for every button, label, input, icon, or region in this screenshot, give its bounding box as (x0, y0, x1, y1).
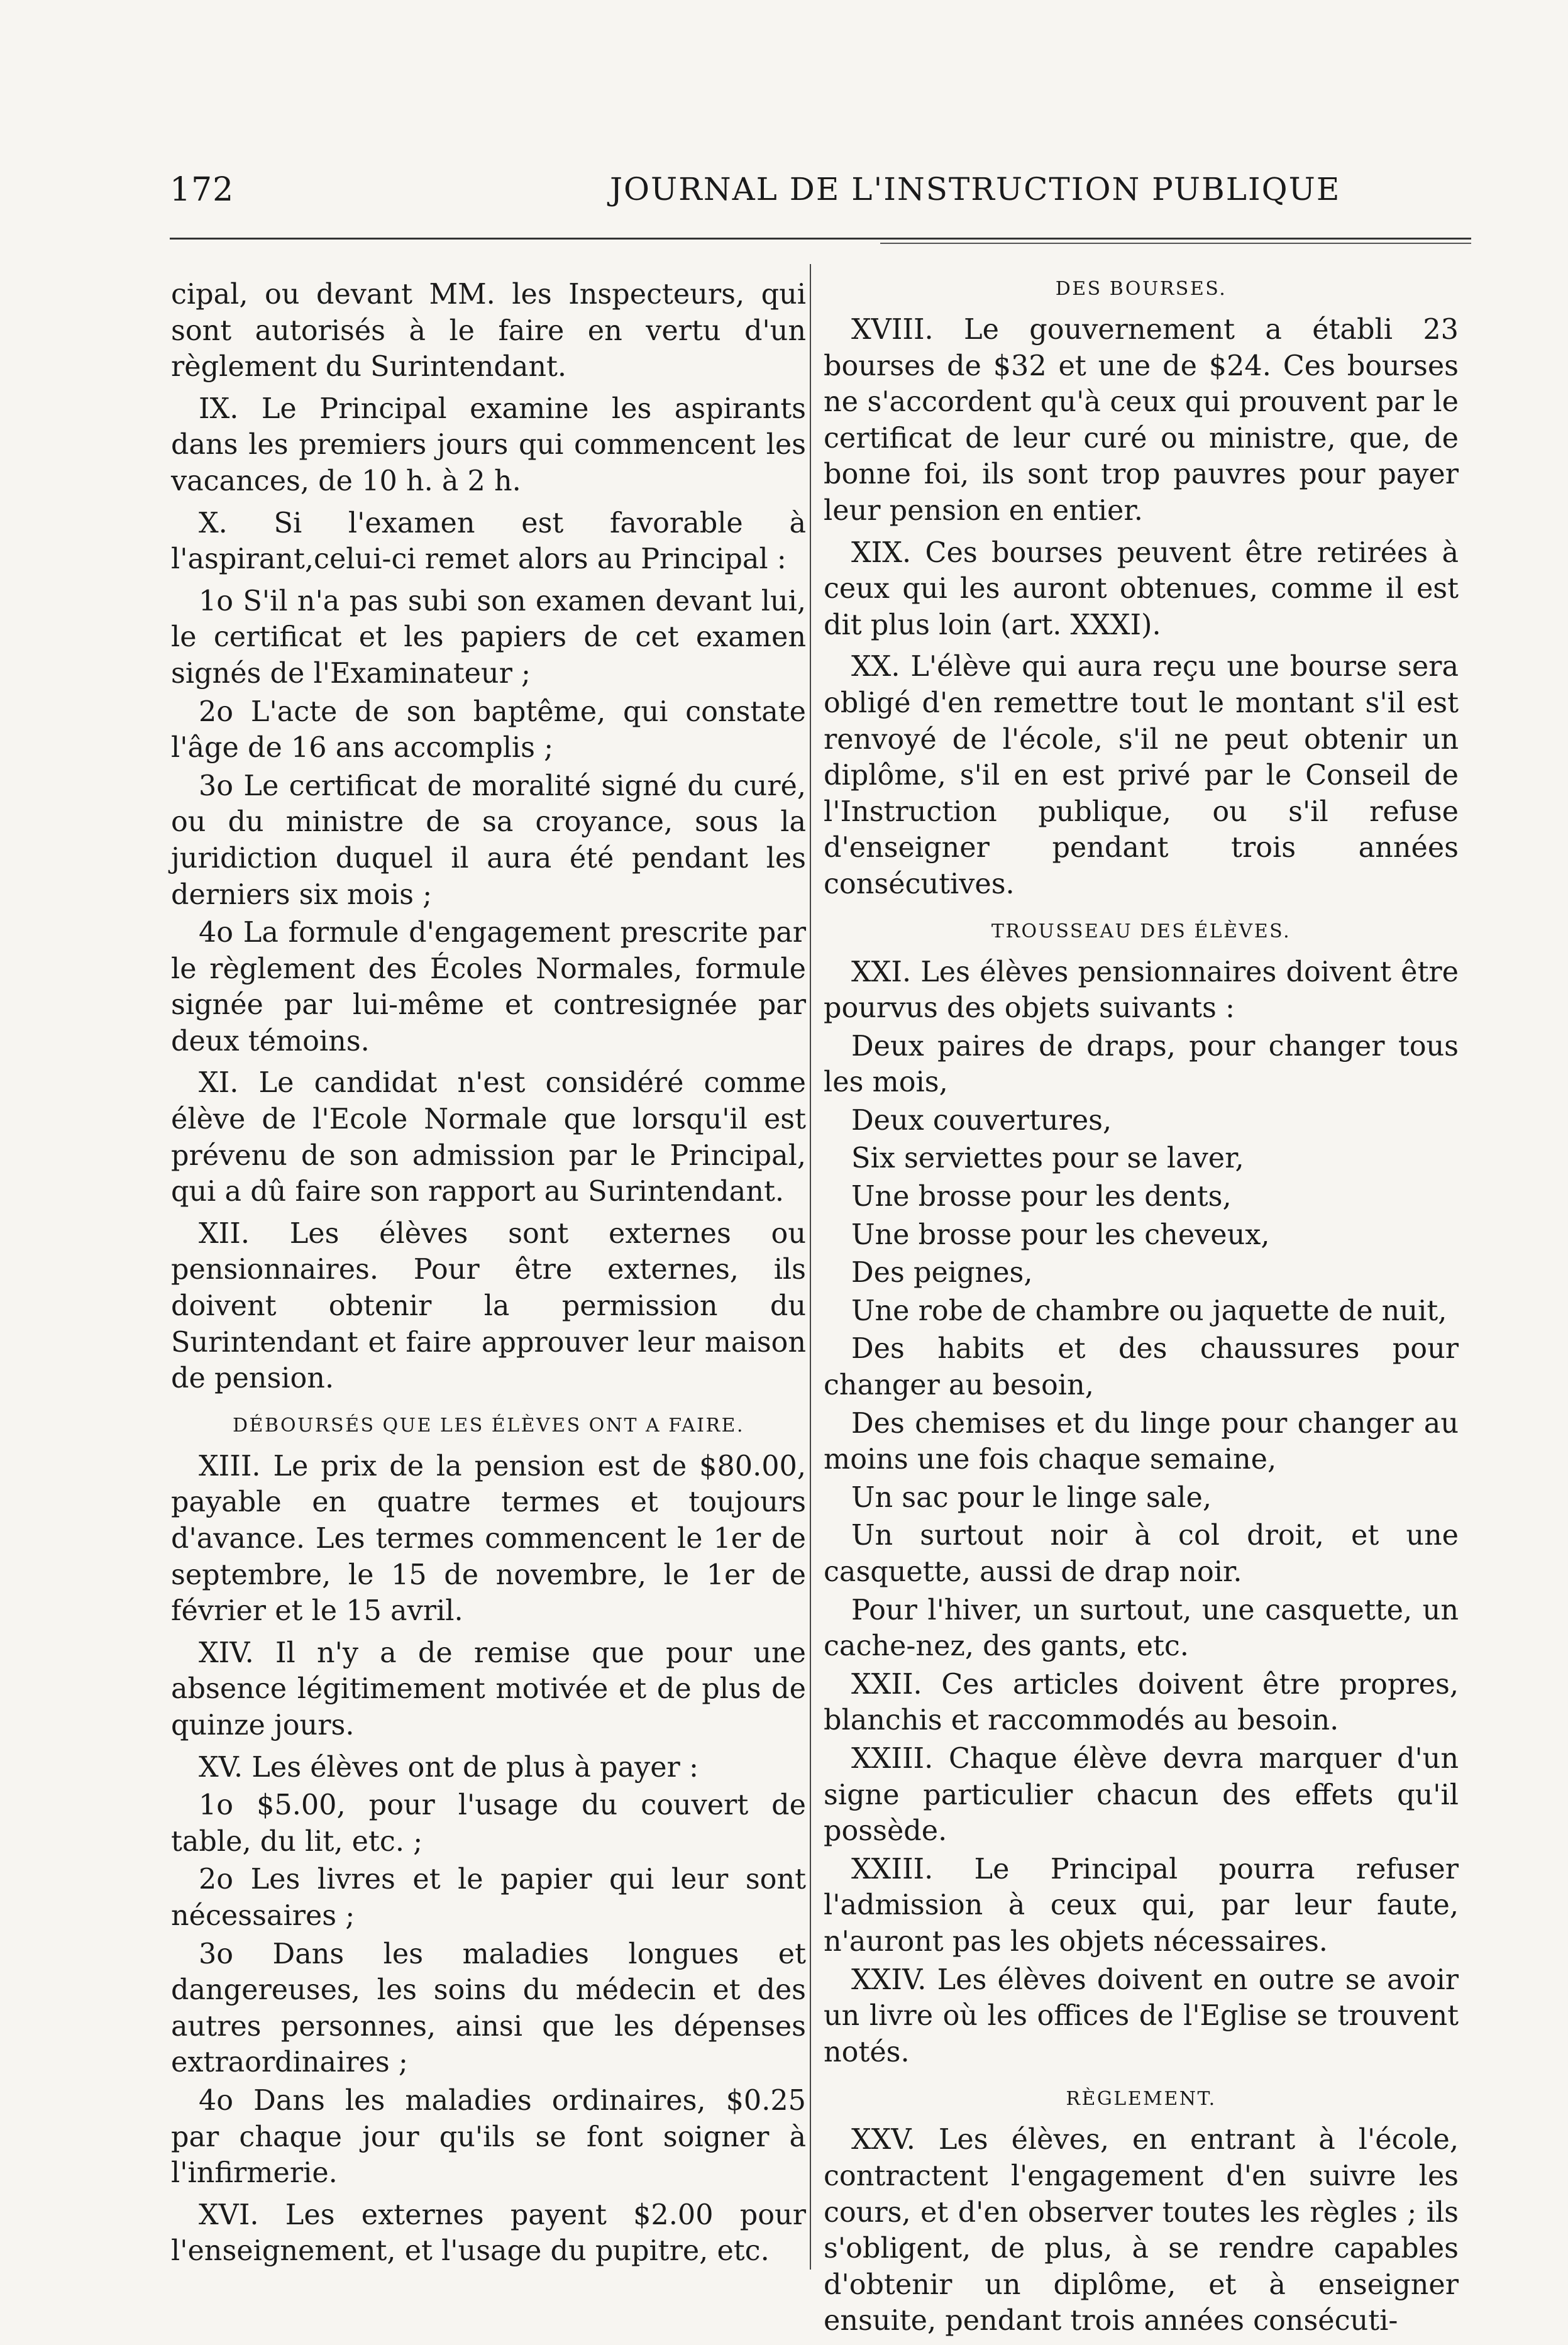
list-item: Un sac pour le linge sale, (851, 1481, 1212, 1514)
paragraph-xiv: XIV. Il n'y a de remise que pour une absence légitimement motivée et de plus de quinze jours. (171, 1636, 806, 1741)
paragraph-xiii: XIII. Le prix de la pension est de $80.00, payable en quatre termes et toujours d'avance. Les termes commencent le 1er de septembre, le 15 de novembre, le 1er de février et le 15 avril. (171, 1450, 806, 1628)
paragraph-xxv: XXV. Les élèves, en entrant à l'école, contractent l'engagement d'en suivre les cours, et d'en observer toutes les règles ; ils s'obligent, de plus, à se rendre capables d'obtenir un diplôme, et à enseigner ensuite, pendant trois années consécuti- (824, 2124, 1459, 2337)
paragraph-xxi: XXI. Les élèves pensionnaires doivent être pourvus des objets suivants : (824, 956, 1459, 1025)
paragraph-xx: XX. L'élève qui aura reçu une bourse sera obligé d'en remettre tout le montant s'il est renvoyé de l'école, s'il ne peut obtenir un diplôme, s'il en est privé par le Conseil de l'Instruction publique, ou s'il refuse d'enseigner pendant trois années consécutives. (824, 651, 1459, 900)
paragraph-ix: IX. Le Principal examine les aspirants dans les premiers jours qui commencent les vacances, de 10 h. à 2 h. (171, 392, 806, 497)
list-item: 1o S'il n'a pas subi son examen devant lui, le certificat et les papiers de cet examen signés de l'Examinateur ; (171, 585, 806, 690)
list-item: 4o La formule d'engagement prescrite par le règlement des Écoles Normales, formule signée par lui-même et contresignée par deux témoins. (171, 917, 806, 1057)
list-item: 3o Dans les maladies longues et dangereuses, les soins du médecin et des autres personnes, ainsi que les dépenses extraordinaires ; (171, 1938, 806, 2079)
column-divider (810, 264, 811, 2270)
list-item: Deux couvertures, (851, 1104, 1112, 1137)
list-item: 3o Le certificat de moralité signé du curé, ou du ministre de sa croyance, sous la juridiction duquel il aura été pendant les derniers six mois ; (171, 770, 806, 911)
list-item: 2o L'acte de son baptême, qui constate l'âge de 16 ans accomplis ; (171, 695, 806, 764)
list-item: Des chemises et du linge pour changer au moins une fois chaque semaine, (824, 1407, 1459, 1476)
paragraph-xix: XIX. Ces bourses peuvent être retirées à ceux qui les auront obtenues, comme il est dit plus loin (art. XXXI). (824, 536, 1459, 641)
paragraph: cipal, ou devant MM. les Inspecteurs, qui sont autorisés à le faire en vertu d'un règlement du Surintendant. (171, 279, 806, 383)
header-rule (170, 238, 1471, 240)
left-column (171, 277, 806, 2275)
section-title-bourses: DES BOURSES. (1055, 278, 1227, 300)
header-rule-secondary (880, 243, 1471, 244)
list-item: Six serviettes pour se laver, (851, 1142, 1244, 1175)
list-item: Des peignes, (851, 1257, 1033, 1289)
list-item: 1o $5.00, pour l'usage du couvert de table, du lit, etc. ; (171, 1789, 806, 1858)
paragraph-xxiii-b: XXIII. Le Principal pourra refuser l'admission à ceux qui, par leur faute, n'auront pas les objets nécessaires. (824, 1853, 1459, 1958)
paragraph-xv: XV. Les élèves ont de plus à payer : (199, 1751, 698, 1784)
right-column (824, 277, 1459, 2345)
page-number: 172 (170, 171, 235, 209)
list-item: Une brosse pour les dents, (851, 1181, 1232, 1213)
list-item: Un surtout noir à col droit, et une casquette, aussi de drap noir. (824, 1520, 1459, 1588)
section-title-trousseau: TROUSSEAU DES ÉLÈVES. (991, 920, 1291, 942)
paragraph-xxiii: XXIII. Chaque élève devra marquer d'un signe particulier chacun des effets qu'il possède. (824, 1742, 1459, 1848)
paragraph-xi: XI. Le candidat n'est considéré comme élève de l'Ecole Normale que lorsqu'il est prévenu de son admission par le Principal, qui a dû faire son rapport au Surintendant. (171, 1067, 806, 1208)
page-header (170, 171, 1471, 215)
running-title: JOURNAL DE L'INSTRUCTION PUBLIQUE (610, 171, 1341, 207)
list-item: Deux paires de draps, pour changer tous les mois, (824, 1030, 1459, 1099)
paragraph-xii: XII. Les élèves sont externes ou pensionnaires. Pour être externes, ils doivent obtenir la permission du Surintendant et faire approuver leur maison de pension. (171, 1217, 806, 1395)
list-item: Des habits et des chaussures pour changer au besoin, (824, 1333, 1459, 1402)
list-item: 2o Les livres et le papier qui leur sont nécessaires ; (171, 1863, 806, 1932)
section-title-debourses: DÉBOURSÉS QUE LES ÉLÈVES ONT A FAIRE. (233, 1414, 744, 1437)
list-item: Une brosse pour les cheveux, (851, 1218, 1270, 1251)
list-item: 4o Dans les maladies ordinaires, $0.25 par chaque jour qu'ils se font soigner à l'infirmerie. (171, 2084, 806, 2190)
list-item: Pour l'hiver, un surtout, une casquette, un cache-nez, des gants, etc. (824, 1594, 1459, 1663)
paragraph-x: X. Si l'examen est favorable à l'aspirant,celui-ci remet alors au Principal : (171, 507, 806, 576)
paragraph-xxii: XXII. Ces articles doivent être propres, blanchis et raccommodés au besoin. (824, 1668, 1459, 1737)
section-title-reglement: RÈGLEMENT. (1066, 2088, 1217, 2110)
paragraph-xxiv: XXIV. Les élèves doivent en outre se avoir un livre où les offices de l'Eglise se trouvent notés. (824, 1963, 1459, 2068)
paragraph-xvi: XVI. Les externes payent $2.00 pour l'enseignement, et l'usage du pupitre, etc. (171, 2199, 806, 2268)
list-item: Une robe de chambre ou jaquette de nuit, (851, 1294, 1447, 1327)
paragraph-xviii: XVIII. Le gouvernement a établi 23 bourses de $32 et une de $24. Ces bourses ne s'accordent qu'à ceux qui prouvent par le certificat de leur curé ou ministre, que, de bonne foi, ils sont trop pauvres pour payer leur pension en entier. (824, 314, 1459, 527)
